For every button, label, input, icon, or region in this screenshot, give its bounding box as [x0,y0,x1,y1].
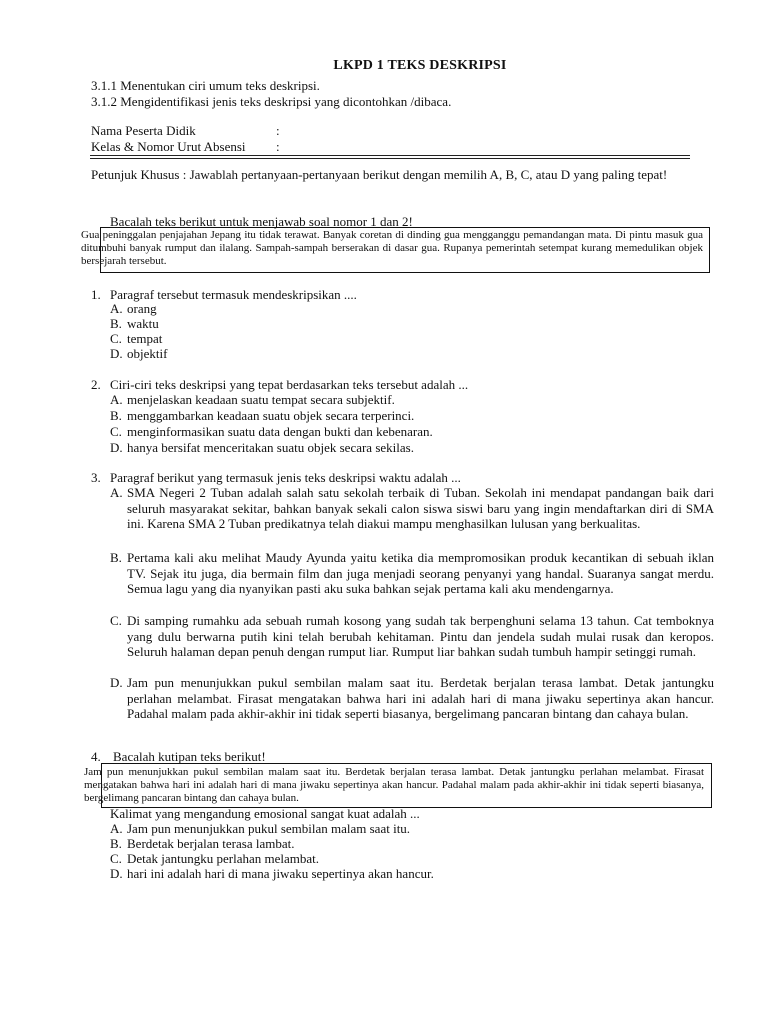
question-4-option-b[interactable]: B. Berdetak berjalan terasa lambat. [110,836,295,851]
question-2-option-b[interactable]: B. menggambarkan keadaan suatu objek secara terperinci. [110,408,415,423]
question-2-option-a[interactable]: A. menjelaskan keadaan suatu tempat secara subjektif. [110,392,395,407]
question-3-text: Paragraf berikut yang termasuk jenis teks deskripsi waktu adalah ... [110,470,461,485]
worksheet-title: LKPD 1 TEKS DESKRIPSI [333,58,507,73]
question-4-prompt: Kalimat yang mengandung emosional sangat kuat adalah ... [110,806,420,821]
question-3-option-b[interactable]: B. Pertama kali aku melihat Maudy Ayunda yaitu ketika dia mempromosikan produk kecantikan di sebuah iklan TV. Sejak itu juga, dia bermain film dan juga menjadi seorang penyanyi yang handal. Suaranya sangat merdu. Semua lagu yang dia nyanyikan pasti aku suka bahkan sejak pertama kali aku mendengarnya. [110,550,714,596]
objective-2: 3.1.2 Mengidentifikasi jenis teks deskripsi yang dicontohkan /dibaca. [91,94,452,109]
question-1-text: Paragraf tersebut termasuk mendeskripsikan .... [110,287,357,302]
passage-2-text: Jam pun menunjukkan pukul sembilan malam saat itu. Berdetak berjalan terasa lambat. Detak jantungku perlahan melambat. Firasat mengatakan bahwa hari ini adalah hari di mana jiwaku sepertinya akan hancur. Padahal malam pada akhir-akhir ini tidak seperti biasanya, bergelimang pancaran bintang dan cahaya bulan. [84,766,704,804]
class-colon: : [276,139,280,154]
question-3-number: 3. [91,470,101,485]
question-1-option-b[interactable]: B. waktu [110,316,159,331]
question-3-option-c[interactable]: C. Di samping rumahku ada sebuah rumah kosong yang sudah tak berpenghuni selama 13 tahun. Cat temboknya yang dulu berwarna putih kini telah berubah kehitaman. Pintu dan jendela sudah mulai rusak dan keropos. Seluruh halaman depan penuh dengan rumput liar. Rumput liar bahkan sudah tumbuh hampir setinggi rumah. [110,613,714,659]
question-2-text: Ciri-ciri teks deskripsi yang tepat berdasarkan teks tersebut adalah ... [110,377,469,392]
question-2-number: 2. [91,377,101,392]
question-4-option-d[interactable]: D. hari ini adalah hari di mana jiwaku sepertinya akan hancur. [110,866,434,881]
question-1-number: 1. [91,287,101,302]
question-4-option-a[interactable]: A. Jam pun menunjukkan pukul sembilan malam saat itu. [110,821,411,836]
question-2-option-c[interactable]: C. menginformasikan suatu data dengan bukti dan kebenaran. [110,424,433,439]
question-4-number: 4. [91,749,101,764]
question-2-option-d[interactable]: D. hanya bersifat menceritakan suatu objek secara sekilas. [110,440,414,455]
question-1-option-c[interactable]: C. tempat [110,331,163,346]
question-1-option-a[interactable]: A. orang [110,301,157,316]
question-3-option-a[interactable]: A. SMA Negeri 2 Tuban adalah salah satu sekolah terbaik di Tuban. Sekolah ini mendapat pandangan baik dari seluruh masyarakat sekitar, bahkan banyak sekali calon siswa siswi baru yang ingin mendaftarkan diri di SMA ini. Karena SMA 2 Tuban predikatnya telah diakui mampu menghasilkan lulusan yang berkualitas. [110,485,714,531]
class-label: Kelas & Nomor Urut Absensi [91,139,246,154]
question-3-option-d[interactable]: D. Jam pun menunjukkan pukul sembilan malam saat itu. Berdetak berjalan terasa lambat. Detak jantungku perlahan melambat. Firasat mengatakan bahwa hari ini adalah hari di mana jiwaku sepertinya akan hancur. Padahal malam pada akhir-akhir ini tidak seperti biasanya, bergelimang pancaran bintang dan cahaya bulan. [110,675,714,721]
question-1-option-d[interactable]: D. objektif [110,346,168,361]
passage-1-text: Gua peninggalan penjajahan Jepang itu tidak terawat. Banyak coretan di dinding gua mengganggu pemandangan mata. Di pintu masuk gua ditumbuhi banyak rumput dan ilalang. Sampah-sampah berserakan di dasar gua. Rupanya pemerintah setempat kurang memedulikan objek bersejarah tersebut. [81,229,703,267]
reading-intro: Bacalah teks berikut untuk menjawab soal nomor 1 dan 2! [110,214,413,229]
name-colon: : [276,123,280,138]
instruction: Petunjuk Khusus : Jawablah pertanyaan-pertanyaan berikut dengan memilih A, B, C, atau D yang paling tepat! [91,167,668,182]
objective-1: 3.1.1 Menentukan ciri umum teks deskripsi. [91,78,320,93]
question-4-option-c[interactable]: C. Detak jantungku perlahan melambat. [110,851,320,866]
divider-line-top [90,155,690,156]
question-4-text: Bacalah kutipan teks berikut! [113,749,266,764]
divider-line-bottom [90,158,690,159]
name-label: Nama Peserta Didik [91,123,196,138]
